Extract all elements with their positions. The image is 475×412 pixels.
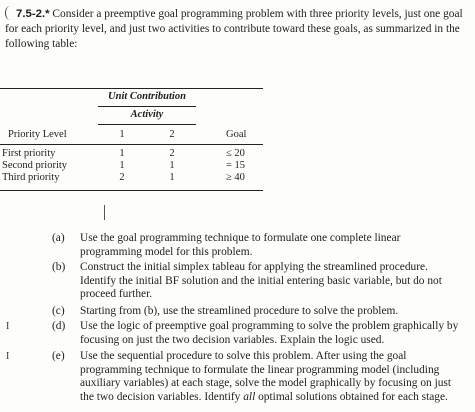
part-text: Use the logic of preemptive goal programming to solve the problem graphically by focusing on just the two decision variables. Explain the logic used.: [80, 320, 459, 346]
part-text-before: Use the sequential procedure to solve this problem. After using the goal programming technique to formulate the linear programming model (including auxiliary variables) at each stage, solve the model graphically by focusing on just the two decision variables. Identify: [80, 350, 452, 403]
row-goal: ≥ 40: [226, 172, 245, 183]
row-a1: 2: [119, 172, 125, 183]
table-group-header: Unit Contribution: [108, 91, 186, 102]
part-label: (e): [52, 350, 65, 362]
part-d: [52, 320, 464, 347]
table-header-rule: [0, 144, 263, 145]
row-a1: 1: [119, 160, 125, 171]
part-a: [52, 232, 464, 259]
sub-header-rule: [98, 124, 196, 125]
part-label: (a): [52, 232, 65, 244]
part-label: (d): [52, 320, 66, 332]
margin-mark-e: I: [6, 351, 10, 362]
pen-mark: [104, 205, 105, 220]
goal-header: Goal: [226, 129, 247, 140]
activity-1-header: 1: [119, 129, 125, 140]
activity-2-header: 2: [169, 129, 175, 140]
priority-level-header: Priority Level: [8, 129, 67, 140]
row-label: Second priority: [2, 160, 68, 171]
row-a2: 2: [169, 148, 175, 159]
part-text: [80, 350, 464, 404]
table-sub-header: Activity: [130, 109, 164, 120]
row-label: Third priority: [2, 172, 60, 183]
row-a2: 1: [169, 172, 175, 183]
problem-statement: [5, 6, 469, 52]
problem-intro: Consider a preemptive goal programming problem with three priority levels, just one goal for each priority level, and just two activities to contribute toward these goals, as summarized in the following table:: [5, 8, 463, 50]
row-goal: = 15: [226, 160, 246, 171]
part-text: Construct the initial simplex tableau for applying the streamlined procedure. Identify the initial BF solution and the initial entering basic variable, but do not proceed further.: [80, 261, 442, 301]
row-label: First priority: [2, 148, 56, 159]
part-label: (c): [52, 305, 65, 317]
circle-mark-icon: [5, 6, 15, 20]
table-bottom-rule: [0, 190, 263, 191]
group-header-rule: [98, 106, 196, 107]
table-top-rule: [0, 88, 263, 89]
part-b: [52, 261, 464, 302]
part-c: [52, 305, 464, 319]
unit-contribution-table: [0, 88, 263, 192]
row-goal: ≤ 20: [226, 148, 245, 159]
part-label: (b): [52, 261, 66, 273]
row-a2: 1: [169, 160, 175, 171]
problem-number: 7.5-2.*: [16, 8, 50, 20]
margin-mark-d: I: [6, 321, 10, 332]
part-text-emphasis: all: [243, 390, 256, 403]
part-text: Starting from (b), use the streamlined procedure to solve the problem.: [80, 305, 399, 317]
part-text: Use the goal programming technique to formulate one complete linear programming model for this problem.: [80, 232, 401, 258]
part-text-after: optimal solutions obtained for each stage.: [255, 390, 448, 403]
part-e: [52, 350, 464, 404]
row-a1: 1: [119, 148, 125, 159]
